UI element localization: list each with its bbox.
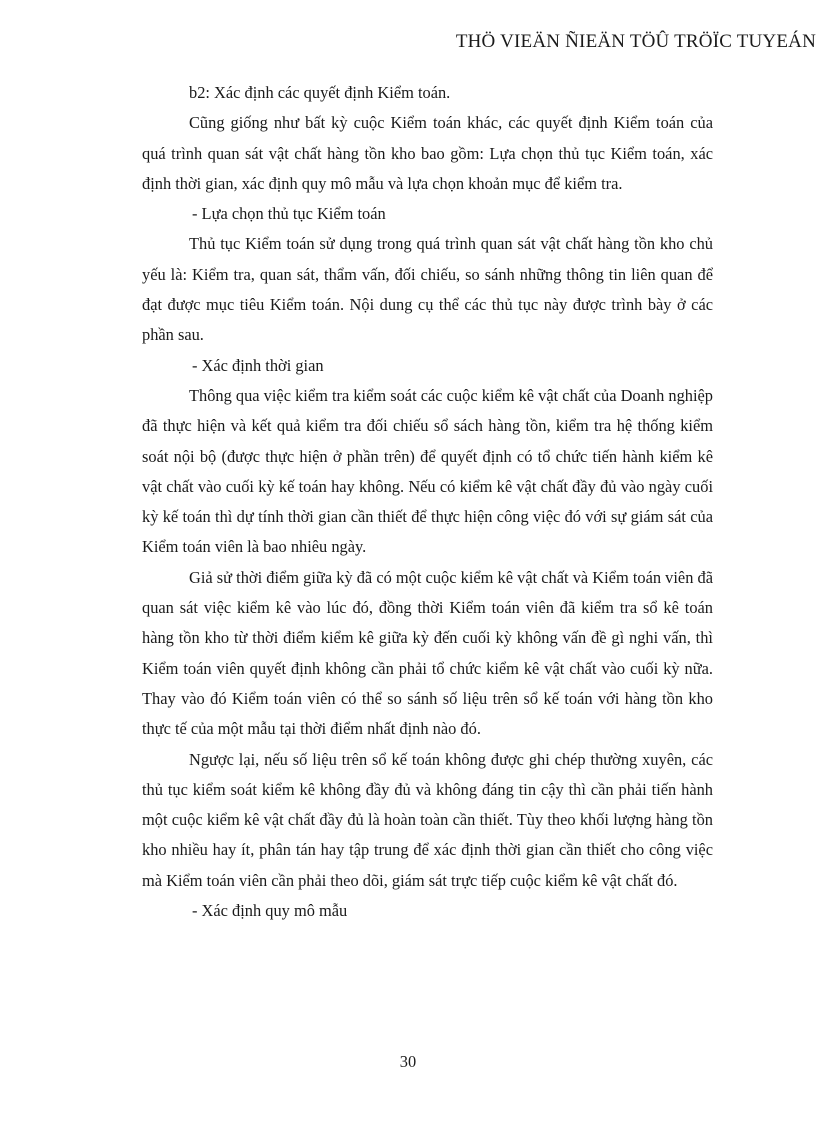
- paragraph-audit-decisions: Cũng giống như bất kỳ cuộc Kiểm toán khác, các quyết định Kiểm toán của quá trình quan sát vật chất hàng tồn kho bao gồm: Lựa chọn thủ tục Kiểm toán, xác định thời gian, xác định quy mô mẫu và lựa chọn khoản mục để kiểm tra.: [142, 113, 713, 193]
- subheading-timing: - Xác định thời gian: [192, 355, 324, 375]
- paragraph-interim-count: Giả sử thời điểm giữa kỳ đã có một cuộc kiểm kê vật chất và Kiểm toán viên đã quan sát việc kiểm kê vào lúc đó, đồng thời Kiểm toán viên đã kiểm tra sổ kê toán hàng tồn kho từ thời điểm kiểm kê giữa kỳ đến cuối kỳ không vấn đề gì nghi vấn, thì Kiểm toán viên quyết định không cần phải tổ chức kiểm kê vật chất vào cuối kỳ nữa. Thay vào đó Kiểm toán viên có thể so sánh số liệu trên sổ kế toán với hàng tồn kho thực tế của một mẫu tại thời điểm nhất định nào đó.: [142, 567, 713, 739]
- paragraph-step-b2: b2: Xác định các quyết định Kiểm toán.: [189, 83, 451, 102]
- document-body: [142, 78, 713, 926]
- paragraph-full-count: Ngược lại, nếu số liệu trên sổ kế toán không được ghi chép thường xuyên, các thủ tục kiểm soát kiểm kê không đầy đủ và không đáng tin cậy thì cần phải tiến hành một cuộc kiểm kê vật chất đầy đủ là hoàn toàn cần thiết. Tùy theo khối lượng hàng tồn kho nhiều hay ít, phân tán hay tập trung để xác định thời gian cần thiết cho công việc mà Kiểm toán viên cần phải theo dõi, giám sát trực tiếp cuộc kiểm kê vật chất đó.: [142, 749, 713, 890]
- subheading-sample-size: - Xác định quy mô mẫu: [192, 901, 348, 921]
- page-number: 30: [399, 1052, 417, 1071]
- paragraph-timing: Thông qua việc kiểm tra kiểm soát các cuộc kiểm kê vật chất của Doanh nghiệp đã thực hiện và kết quả kiểm tra đối chiếu sổ sách hàng tồn, kiểm tra hệ thống kiểm soát nội bộ (được thực hiện ở phần trên) để quyết định có tổ chức tiến hành kiểm kê vật chất vào cuối kỳ kế toán hay không. Nếu có kiểm kê vật chất đầy đủ vào ngày cuối kỳ kế toán thì dự tính thời gian cần thiết để thực hiện công việc đó với sự giám sát của Kiểm toán viên là bao nhiêu ngày.: [142, 385, 713, 557]
- page-header: THÖ VIEÄN ÑIEÄN TÖÛ TRÖÏC TUYEÁN: [455, 31, 816, 52]
- paragraph-procedures: Thủ tục Kiểm toán sử dụng trong quá trình quan sát vật chất hàng tồn kho chủ yếu là: Kiểm tra, quan sát, thẩm vấn, đối chiếu, so sánh những thông tin liên quan để đạt được mục tiêu Kiểm toán. Nội dung cụ thể các thủ tục này được trình bày ở các phần sau.: [142, 234, 713, 345]
- subheading-procedure-selection: - Lựa chọn thủ tục Kiểm toán: [192, 204, 386, 224]
